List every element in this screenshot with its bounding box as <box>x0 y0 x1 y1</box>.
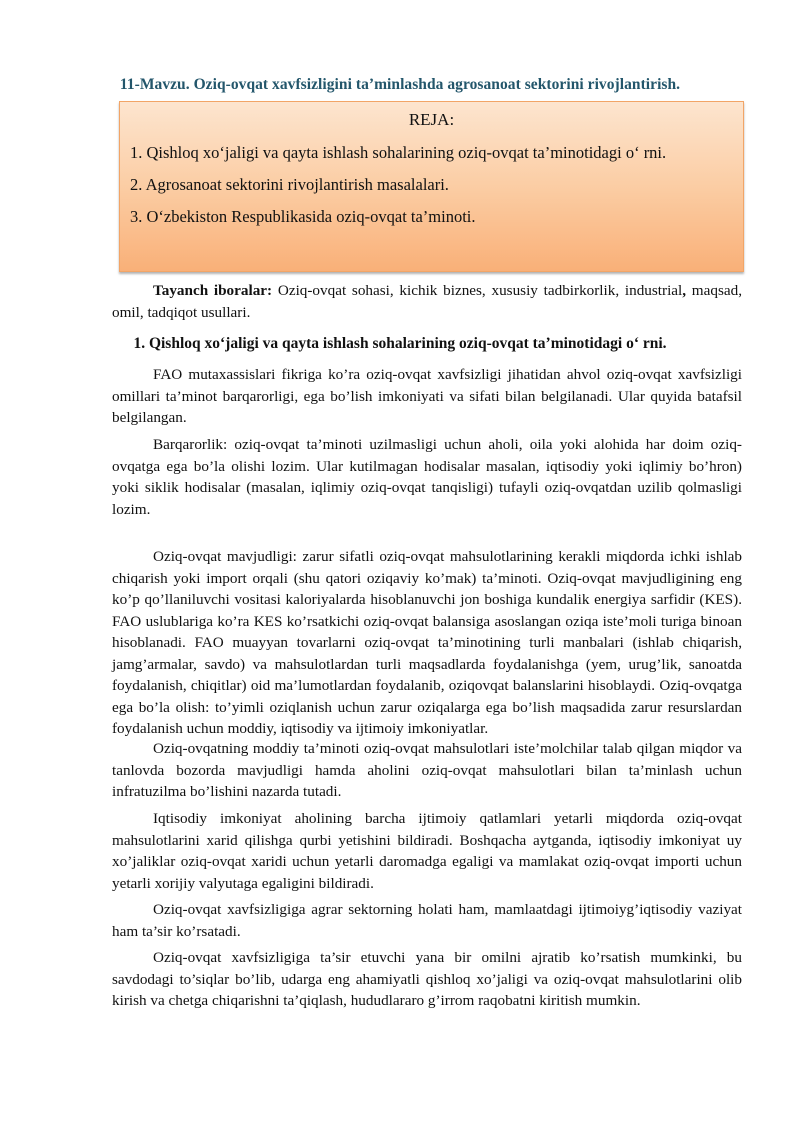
body-paragraph: FAO mutaxassislari fikriga ko’ra oziq-ovqat xavfsizligi jihatidan ahvol oziq-ovqat xavfsizligi omillari ta’minot barqarorligi, ega bo’lish imkoniyati va sifati bilan belgilanadi. Ular quyida batafsil belgilangan. <box>112 366 742 426</box>
body-paragraph: Oziq-ovqat mavjudligi: zarur sifatli oziq-ovqat mahsulotlarining kerakli miqdorda ichki ishlab chiqarish yoki import orqali (shu qatori oziqaviy ko’mak) ta’minoti. Oziq-ovqat mavjudligining eng ko’p qo’llaniluvchi vositasi kaloriyalarda hisoblanuvchi jon boshiga kundalik energiya sarfidir (KES). FAO uslublariga ko’ra KES ko’rsatkichi oziq-ovqat balansiga asoslangan oziqa iste’moli turiga binoan hisoblanadi. FAO muayyan tovarlarni oziq-ovqat ta’minotining turli manbalari (ishlab chiqarish, jamg’armalar, savdo) va mahsulotlardan turli maqsadlarda foydalanishga (yem, urug’lik, sanoatda foydalanish, chiqitlar) oid ma’lumotlardan foydalanib, oziqovqat balanslarini hisoblaydi. Oziq-ovqatga ega bo’la olish: to’yimli oziqlanish uchun zarur oziqalarga ega bo’lish maqsadida zarur resurslardan foydalanish uchun moddiy, iqtisodiy va ijtimoiy imkoniyatlar. <box>112 548 742 737</box>
keywords-label: Tayanch iboralar: <box>153 282 273 299</box>
body-paragraph: Barqarorlik: oziq-ovqat ta’minoti uzilmasligi uchun aholi, oila yoki alohida har doim oziq-ovqatga ega bo’la olishi lozim. Ular kutilmagan hodisalar masalan, iqtisodiy yoki iqlimiy bo’hron) yoki siklik hodisalar (masalan, iqlimiy oziq-ovqat tanqisligi) tufayli oziq-ovqatdan uzilib qolmasligi lozim. <box>112 436 742 518</box>
keywords-text: Oziq-ovqat sohasi, kichik biznes, xususiy tadbirkorlik, industrial <box>272 282 683 299</box>
keywords-comma: , <box>682 282 687 299</box>
body-paragraph: Oziq-ovqatning moddiy ta’minoti oziq-ovqat mahsulotlari iste’molchilar talab qilgan miqdor va tanlovda bozorda mavjudligi hamda aholini oziq-ovqat mahsulotlari bilan ta’minlash uchun infratuzilma bo’lishini nazarda tutadi. <box>112 740 742 800</box>
plan-item: 2. Agrosanoat sektorini rivojlantirish masalalari. <box>130 175 449 194</box>
topic-title: 11-Mavzu. Oziq-ovqat xavfsizligini ta’minlashda agrosanoat sektorini rivojlantirish. <box>119 76 681 93</box>
body-paragraph: Iqtisodiy imkoniyat aholining barcha ijtimoiy qatlamlari yetarli miqdorda oziq-ovqat mahsulotlarini xarid qilishga qurbi yetishini bildiradi. Boshqacha aytganda, iqtisodiy imkoniyat uy xo’jaliklar oziq-ovqat xaridi uchun yetarli daromadga egaligi va mamlakat oziq-ovqat importi uchun yetarli xorijiy valyutaga egaligini bildiradi. <box>112 810 742 892</box>
body-paragraph: Oziq-ovqat xavfsizligiga ta’sir etuvchi yana bir omilni ajratib ko’rsatish mumkinki, bu savdodagi to’siqlar bo’lib, udarga eng ahamiyatli qishloq xo’jaligi va oziq-ovqat mahsulotlarini olib kirish va chetga chiqarishni ta’qiqlash, hududlararo g’irrom raqobatni kiritish mumkin. <box>112 949 742 1009</box>
plan-heading: REJA: <box>408 110 455 129</box>
plan-item: 3. O‘zbekiston Respublikasida oziq-ovqat ta’minoti. <box>130 207 476 226</box>
plan-box <box>119 101 744 272</box>
keywords-text-cont: maqsad, omil, tadqiqot usullari. <box>112 282 742 321</box>
keywords-paragraph <box>112 280 742 323</box>
section-heading: 1. Qishloq xo‘jaligi va qayta ishlash sohalarining oziq-ovqat ta’minotidagi o‘ rni. <box>133 335 667 352</box>
plan-item: 1. Qishloq xo‘jaligi va qayta ishlash sohalarining oziq-ovqat ta’minotidagi o‘ rni. <box>130 143 667 162</box>
body-paragraph: Oziq-ovqat xavfsizligiga agrar sektorning holati ham, mamlaatdagi ijtimoiyg’iqtisodiy vaziyat ham ta’sir ko’rsatadi. <box>112 901 742 940</box>
